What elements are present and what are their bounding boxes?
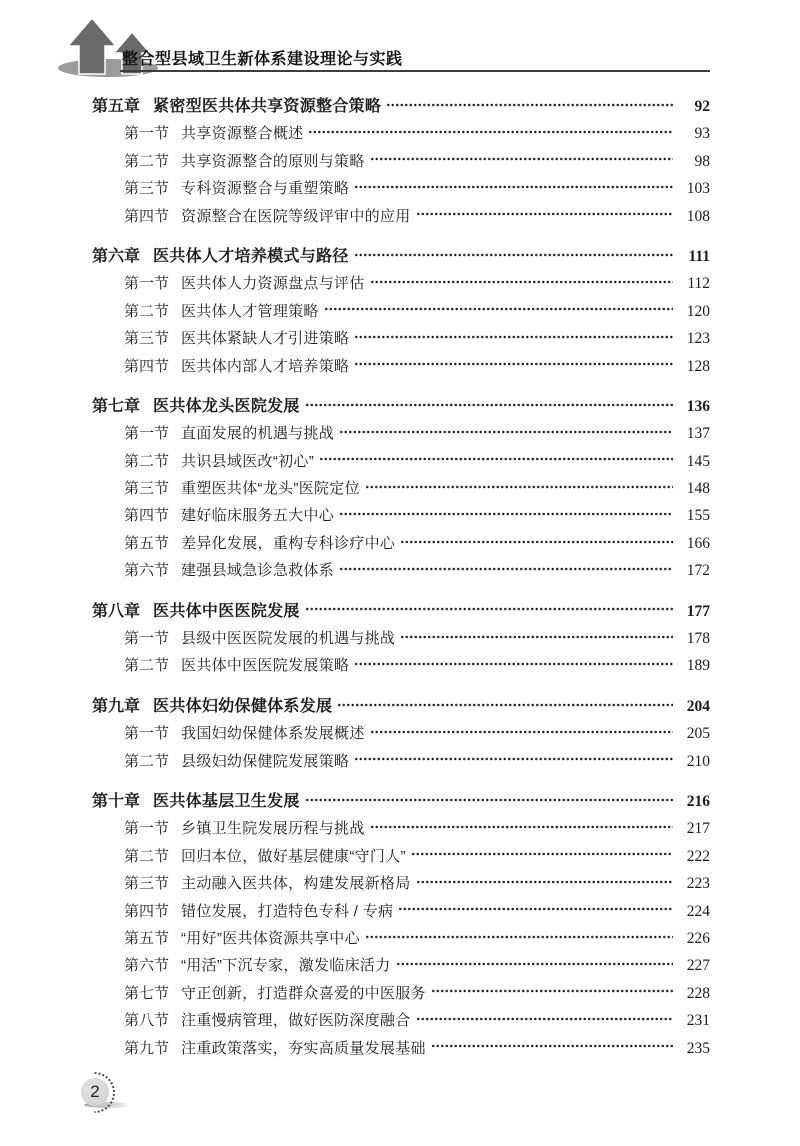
toc-section-row [92,175,710,202]
section-title: 差异化发展，重构专科诊疗中心 [181,534,396,552]
toc-chapter-row [92,693,710,720]
chapter-page-number: 177 [686,602,710,620]
toc-chapter-row [92,788,710,815]
chapter-label: 第七章 [92,397,141,415]
dot-leader [400,625,673,652]
dot-leader [431,1035,673,1062]
section-page-number: 210 [686,752,710,770]
toc-section-row [92,475,710,502]
section-label: 第四节 [124,207,170,225]
section-page-number: 108 [686,207,710,225]
section-title: 注重慢病管理，做好医防深度融合 [181,1012,411,1030]
section-label: 第五节 [124,534,170,552]
chapter-label: 第六章 [92,247,141,265]
section-page-number: 223 [686,875,710,893]
section-title: 医共体紧缺人才引进策略 [181,330,350,348]
toc-section-row [92,298,710,325]
page-number-badge: 2 [81,1078,109,1106]
dot-leader [354,243,673,270]
dot-leader [354,652,673,679]
section-page-number: 222 [686,847,710,865]
toc-chapter-group [92,598,710,680]
header-rule [120,70,710,72]
section-title: 共识县域医改“初心” [181,452,315,470]
dot-leader [337,693,673,720]
section-page-number: 226 [686,929,710,947]
dot-leader [324,298,673,325]
section-page-number: 120 [686,302,710,320]
section-page-number: 112 [687,275,710,293]
section-page-number: 166 [686,534,710,552]
section-title: 医共体内部人才培养策略 [181,357,350,375]
section-title: 共享资源整合的原则与策略 [181,152,365,170]
section-page-number: 189 [686,657,710,675]
dot-leader [416,203,673,230]
toc-chapter-row [92,93,710,120]
section-label: 第四节 [124,357,170,375]
toc-chapter-group [92,243,710,380]
section-title: 直面发展的机遇与挑战 [181,425,335,443]
section-title: 建强县域急诊急救体系 [181,562,335,580]
section-page-number: 128 [686,357,710,375]
toc-chapter-group [92,693,710,775]
toc-section-row [92,530,710,557]
chapter-label: 第九章 [92,697,141,715]
dot-leader [431,980,673,1007]
toc-section-row [92,420,710,447]
section-page-number: 137 [686,425,710,443]
dot-leader [339,557,673,584]
dot-leader [365,925,673,952]
section-title: 县级中医医院发展的机遇与挑战 [181,630,396,648]
dot-leader [370,720,673,747]
section-page-number: 205 [686,725,710,743]
dot-leader [354,748,673,775]
section-label: 第一节 [124,725,170,743]
toc-section-row [92,448,710,475]
section-page-number: 235 [686,1039,710,1057]
section-label: 第三节 [124,330,170,348]
section-page-number: 172 [686,562,710,580]
toc-section-row [92,748,710,775]
dot-leader [416,1007,673,1034]
section-label: 第一节 [124,630,170,648]
chapter-title: 医共体基层卫生发展 [153,792,300,810]
dot-leader [308,120,673,147]
section-title: “用活”下沉专家，激发临床活力 [181,957,391,975]
section-label: 第三节 [124,480,170,498]
section-page-number: 217 [686,820,710,838]
section-page-number: 103 [686,180,710,198]
section-label: 第六节 [124,562,170,580]
toc-section-row [92,898,710,925]
dot-leader [398,898,673,925]
chapter-page-number: 136 [686,397,710,415]
toc-section-row [92,843,710,870]
dot-leader [319,448,673,475]
toc-section-row [92,270,710,297]
toc-section-row [92,625,710,652]
toc-section-row [92,120,710,147]
section-label: 第四节 [124,902,170,920]
section-label: 第五节 [124,929,170,947]
section-label: 第七节 [124,984,170,1002]
chapter-label: 第八章 [92,602,141,620]
header-book-title: 整合型县域卫生新体系建设理论与实践 [122,51,403,68]
toc-section-row [92,148,710,175]
section-page-number: 224 [686,902,710,920]
section-label: 第二节 [124,452,170,470]
toc-section-row [92,720,710,747]
section-title: 乡镇卫生院发展历程与挑战 [181,820,365,838]
section-label: 第一节 [124,425,170,443]
dot-leader [354,175,673,202]
chapter-page-number: 216 [686,792,710,810]
toc-section-row [92,925,710,952]
toc-section-row [92,1035,710,1062]
section-page-number: 231 [686,1012,710,1030]
section-label: 第八节 [124,1012,170,1030]
dot-leader [354,353,673,380]
chapter-label: 第十章 [92,792,141,810]
chapter-label: 第五章 [92,98,141,115]
toc-section-row [92,815,710,842]
section-label: 第一节 [124,125,170,143]
section-title: 专科资源整合与重塑策略 [181,180,350,198]
dot-leader [411,843,673,870]
section-page-number: 155 [686,507,710,525]
section-title: 主动融入医共体，构建发展新格局 [181,875,411,893]
section-title: 共享资源整合概述 [181,125,304,143]
dot-leader [339,420,673,447]
chapter-title: 医共体妇幼保健体系发展 [153,697,333,715]
chapter-page-number: 92 [694,98,710,115]
chapter-page-number: 204 [686,697,710,715]
dot-leader [396,952,673,979]
toc-section-row [92,203,710,230]
toc-chapter-group [92,788,710,1062]
chapter-title: 医共体中医医院发展 [153,602,300,620]
section-label: 第三节 [124,875,170,893]
toc-section-row [92,870,710,897]
chapter-title: 医共体龙头医院发展 [153,397,300,415]
section-page-number: 123 [686,330,710,348]
dot-leader [305,788,673,815]
chapter-title: 医共体人才培养模式与路径 [153,247,349,265]
section-title: 重塑医共体“龙头”医院定位 [181,480,360,498]
dot-leader [305,598,673,625]
dot-leader [370,815,673,842]
dot-leader [400,530,673,557]
chapter-title: 紧密型医共体共享资源整合策略 [153,98,382,115]
section-label: 第二节 [124,302,170,320]
toc-section-row [92,980,710,1007]
section-title: 县级妇幼保健院发展策略 [181,752,350,770]
toc-section-row [92,1007,710,1034]
section-title: 注重政策落实，夯实高质量发展基础 [181,1039,426,1057]
toc-chapter-row [92,598,710,625]
toc-section-row [92,325,710,352]
section-label: 第六节 [124,957,170,975]
dot-leader [370,148,673,175]
toc-chapter-row [92,243,710,270]
section-title: 我国妇幼保健体系发展概述 [181,725,365,743]
dot-leader [416,870,673,897]
chapter-page-number: 111 [688,247,710,265]
page-header [0,0,800,90]
toc-chapter-group [92,93,710,230]
section-page-number: 148 [686,480,710,498]
section-title: 医共体中医医院发展策略 [181,657,350,675]
toc-section-row [92,652,710,679]
section-label: 第二节 [124,847,170,865]
section-label: 第九节 [124,1039,170,1057]
toc-section-row [92,502,710,529]
toc-section-row [92,557,710,584]
section-title: 资源整合在医院等级评审中的应用 [181,207,411,225]
section-label: 第一节 [124,275,170,293]
section-page-number: 98 [694,152,710,170]
section-page-number: 93 [694,125,710,143]
dot-leader [339,502,673,529]
table-of-contents [0,93,800,1075]
section-title: 医共体人力资源盘点与评估 [181,275,365,293]
section-title: “用好”医共体资源共享中心 [181,929,360,947]
section-page-number: 178 [686,630,710,648]
dot-leader [386,93,673,120]
section-label: 第二节 [124,657,170,675]
section-label: 第四节 [124,507,170,525]
section-page-number: 227 [686,957,710,975]
toc-chapter-group [92,393,710,585]
section-title: 建好临床服务五大中心 [181,507,335,525]
toc-section-row [92,952,710,979]
section-title: 医共体人才管理策略 [181,302,319,320]
section-title: 回归本位，做好基层健康“守门人” [181,847,406,865]
section-page-number: 145 [686,452,710,470]
section-page-number: 228 [686,984,710,1002]
dot-leader [365,475,673,502]
section-title: 错位发展，打造特色专科 / 专病 [181,902,394,920]
dot-leader [370,270,673,297]
section-title: 守正创新，打造群众喜爱的中医服务 [181,984,426,1002]
dot-leader [305,393,673,420]
section-label: 第二节 [124,752,170,770]
dot-leader [354,325,673,352]
toc-chapter-row [92,393,710,420]
toc-section-row [92,353,710,380]
section-label: 第二节 [124,152,170,170]
section-label: 第三节 [124,180,170,198]
section-label: 第一节 [124,820,170,838]
